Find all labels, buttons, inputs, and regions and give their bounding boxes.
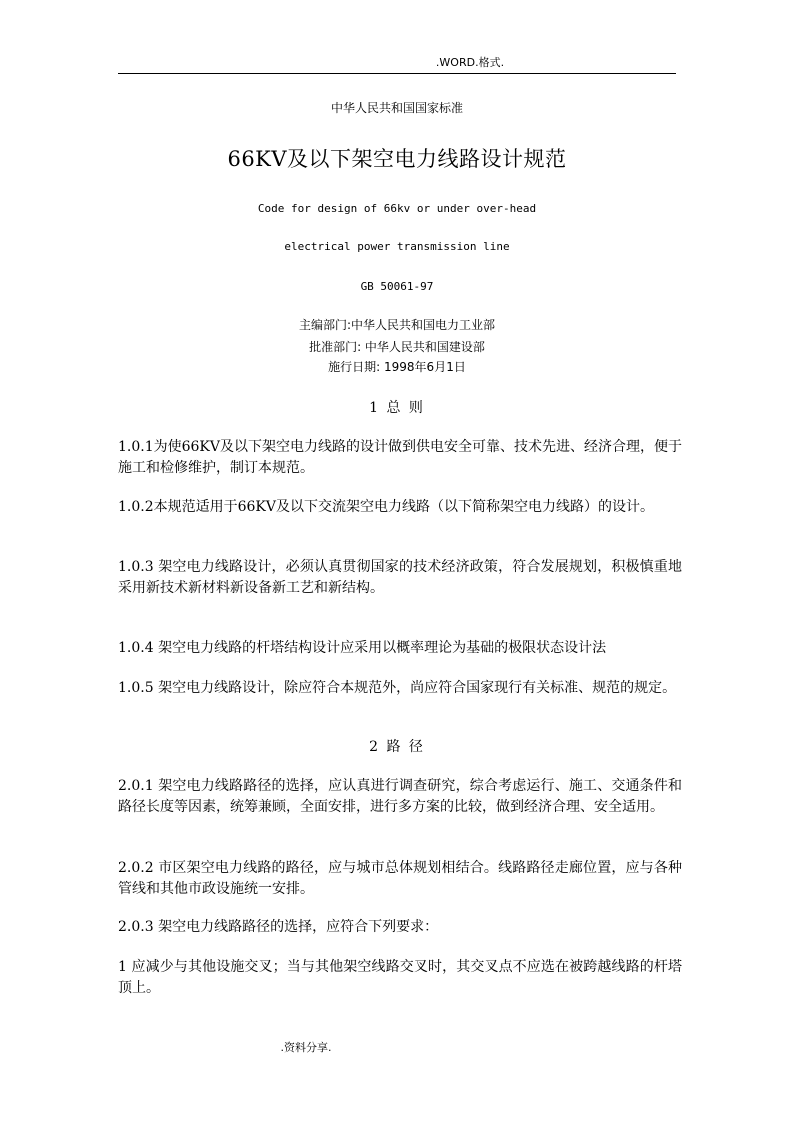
editor-department: 主编部门:中华人民共和国电力工业部 xyxy=(298,318,496,332)
section-heading: 2 路 径 xyxy=(369,739,425,755)
document-title: 66KV及以下架空电力线路设计规范 xyxy=(227,147,567,171)
section-heading: 1 总 则 xyxy=(369,400,425,416)
paragraph: 2.0.2 市区架空电力线路的路径，应与城市总体规划相结合。线路路径走廊位置，应与各种管线和其他市政设施统一安排。 xyxy=(118,860,682,897)
paragraph: 2.0.3 架空电力线路路径的选择，应符合下列要求： xyxy=(118,919,439,935)
paragraph: 1.0.5 架空电力线路设计，除应符合本规范外，尚应符合国家现行有关标准、规范的规定。 xyxy=(118,680,677,696)
paragraph: 2.0.1 架空电力线路路径的选择，应认真进行调查研究，综合考虑运行、施工、交通条件和路径长度等因素，统筹兼顾，全面安排，进行多方案的比较，做到经济合理、安全适用。 xyxy=(118,778,682,815)
english-title-line2: electrical power transmission line xyxy=(284,240,510,253)
page-footer: .资料分享. xyxy=(280,1041,332,1054)
english-title-line1: Code for design of 66kv or under over-head xyxy=(257,202,537,215)
header-divider xyxy=(118,73,676,74)
standard-code: GB 50061-97 xyxy=(360,280,434,293)
approver-department: 批准部门: 中华人民共和国建设部 xyxy=(309,340,485,354)
paragraph: 1.0.3 架空电力线路设计，必须认真贯彻国家的技术经济政策，符合发展规划，积极慎重地采用新技术新材料新设备新工艺和新结构。 xyxy=(118,559,682,596)
paragraph: 1.0.2本规范适用于66KV及以下交流架空电力线路（以下简称架空电力线路）的设计。 xyxy=(118,499,655,515)
paragraph: 1 应减少与其他设施交叉；当与其他架空线路交叉时，其交叉点不应选在被跨越线路的杆塔顶上。 xyxy=(118,959,682,996)
paragraph: 1.0.4 架空电力线路的杆塔结构设计应采用以概率理论为基础的极限状态设计法 xyxy=(118,640,607,656)
paragraph: 1.0.1为使66KV及以下架空电力线路的设计做到供电安全可靠、技术先进、经济合理，便于施工和检修维护，制订本规范。 xyxy=(118,439,683,476)
standard-label: 中华人民共和国国家标准 xyxy=(330,101,463,115)
page-header: .WORD.格式. xyxy=(435,56,505,69)
effective-date: 施行日期: 1998年6月1日 xyxy=(328,360,466,374)
